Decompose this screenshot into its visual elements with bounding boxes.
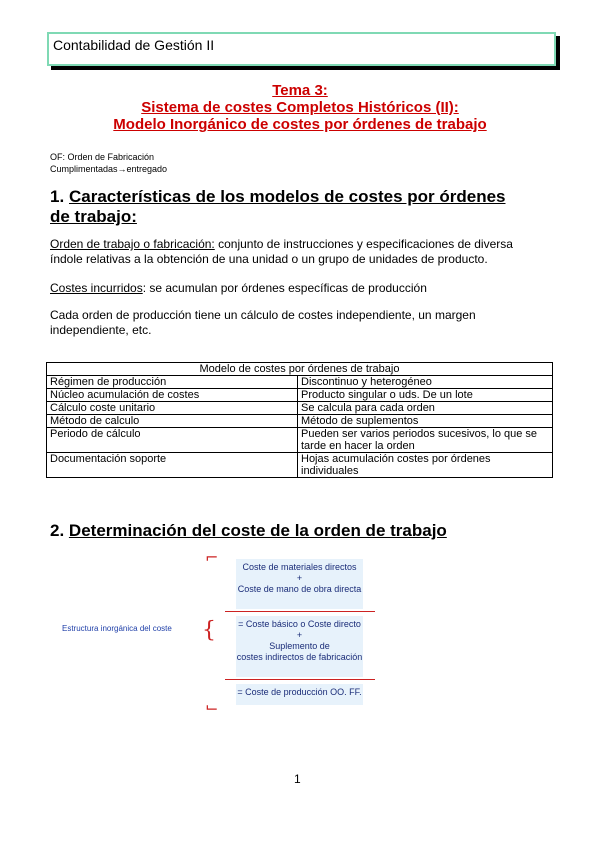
header-box xyxy=(47,32,556,66)
brace-middle-icon: { xyxy=(202,618,216,643)
paragraph-orden-trabajo: Orden de trabajo o fabricación: conjunto de instrucciones y especificaciones de diversa índole relativas a la obtención de una unidad o un grupo de unidades de producto. xyxy=(50,237,513,266)
table-row: Régimen de producción Discontinuo y heterogéneo xyxy=(47,376,553,389)
table-row: Núcleo acumulación de costes Producto singular o uds. De un lote xyxy=(47,389,553,402)
separator-line xyxy=(225,679,375,680)
cost-box-basic: = Coste básico o Coste directo + Suplemento de costes indirectos de fabricación xyxy=(236,616,363,677)
section-2-heading: 2. Determinación del coste de la orden de trabajo xyxy=(50,521,447,540)
table-caption-row xyxy=(47,363,553,376)
course-title: Contabilidad de Gestión II xyxy=(53,37,215,53)
document-title xyxy=(40,82,560,133)
diagram-label: Estructura inorgánica del coste xyxy=(62,624,172,633)
paragraph-costes-incurridos: Costes incurridos: se acumulan por órdenes específicas de producción xyxy=(50,281,427,295)
brace-bottom-icon: ⌙ xyxy=(205,697,219,716)
abbr-line-1: OF: Orden de Fabricación xyxy=(50,152,155,162)
brace-top-icon: ⌐ xyxy=(205,548,219,567)
abbreviations xyxy=(50,151,167,175)
paragraph-calculo-independiente: Cada orden de producción tiene un cálculo de costes independiente, un margen independiente, etc. xyxy=(50,308,476,337)
separator-line xyxy=(225,611,375,612)
cost-box-production: = Coste de producción OO. FF. xyxy=(236,684,363,705)
cost-box-direct: Coste de materiales directos + Coste de mano de obra directa xyxy=(236,559,363,609)
arrow-right-icon: → xyxy=(117,164,127,174)
table-row: Método de calculo Método de suplementos xyxy=(47,415,553,428)
table-row: Cálculo coste unitario Se calcula para cada orden xyxy=(47,402,553,415)
table-caption: Modelo de costes por órdenes de trabajo xyxy=(47,363,553,376)
section-1-heading: 1. Características de los modelos de costes por órdenes de trabajo: xyxy=(50,187,506,226)
table-row: Periodo de cálculo Pueden ser varios periodos sucesivos, lo que se tarde en hacer la orden xyxy=(47,428,553,453)
title-line-1: Tema 3: xyxy=(272,82,328,99)
abbr-line-2: Cumplimentadas→entregado xyxy=(50,164,168,174)
cost-model-table xyxy=(46,362,553,478)
table-row: Documentación soporte Hojas acumulación costes por órdenes individuales xyxy=(47,453,553,478)
title-line-3: Modelo Inorgánico de costes por órdenes de trabajo xyxy=(113,116,487,133)
page-number: 1 xyxy=(294,772,301,786)
title-line-2: Sistema de costes Completos Históricos (II): xyxy=(141,99,459,116)
